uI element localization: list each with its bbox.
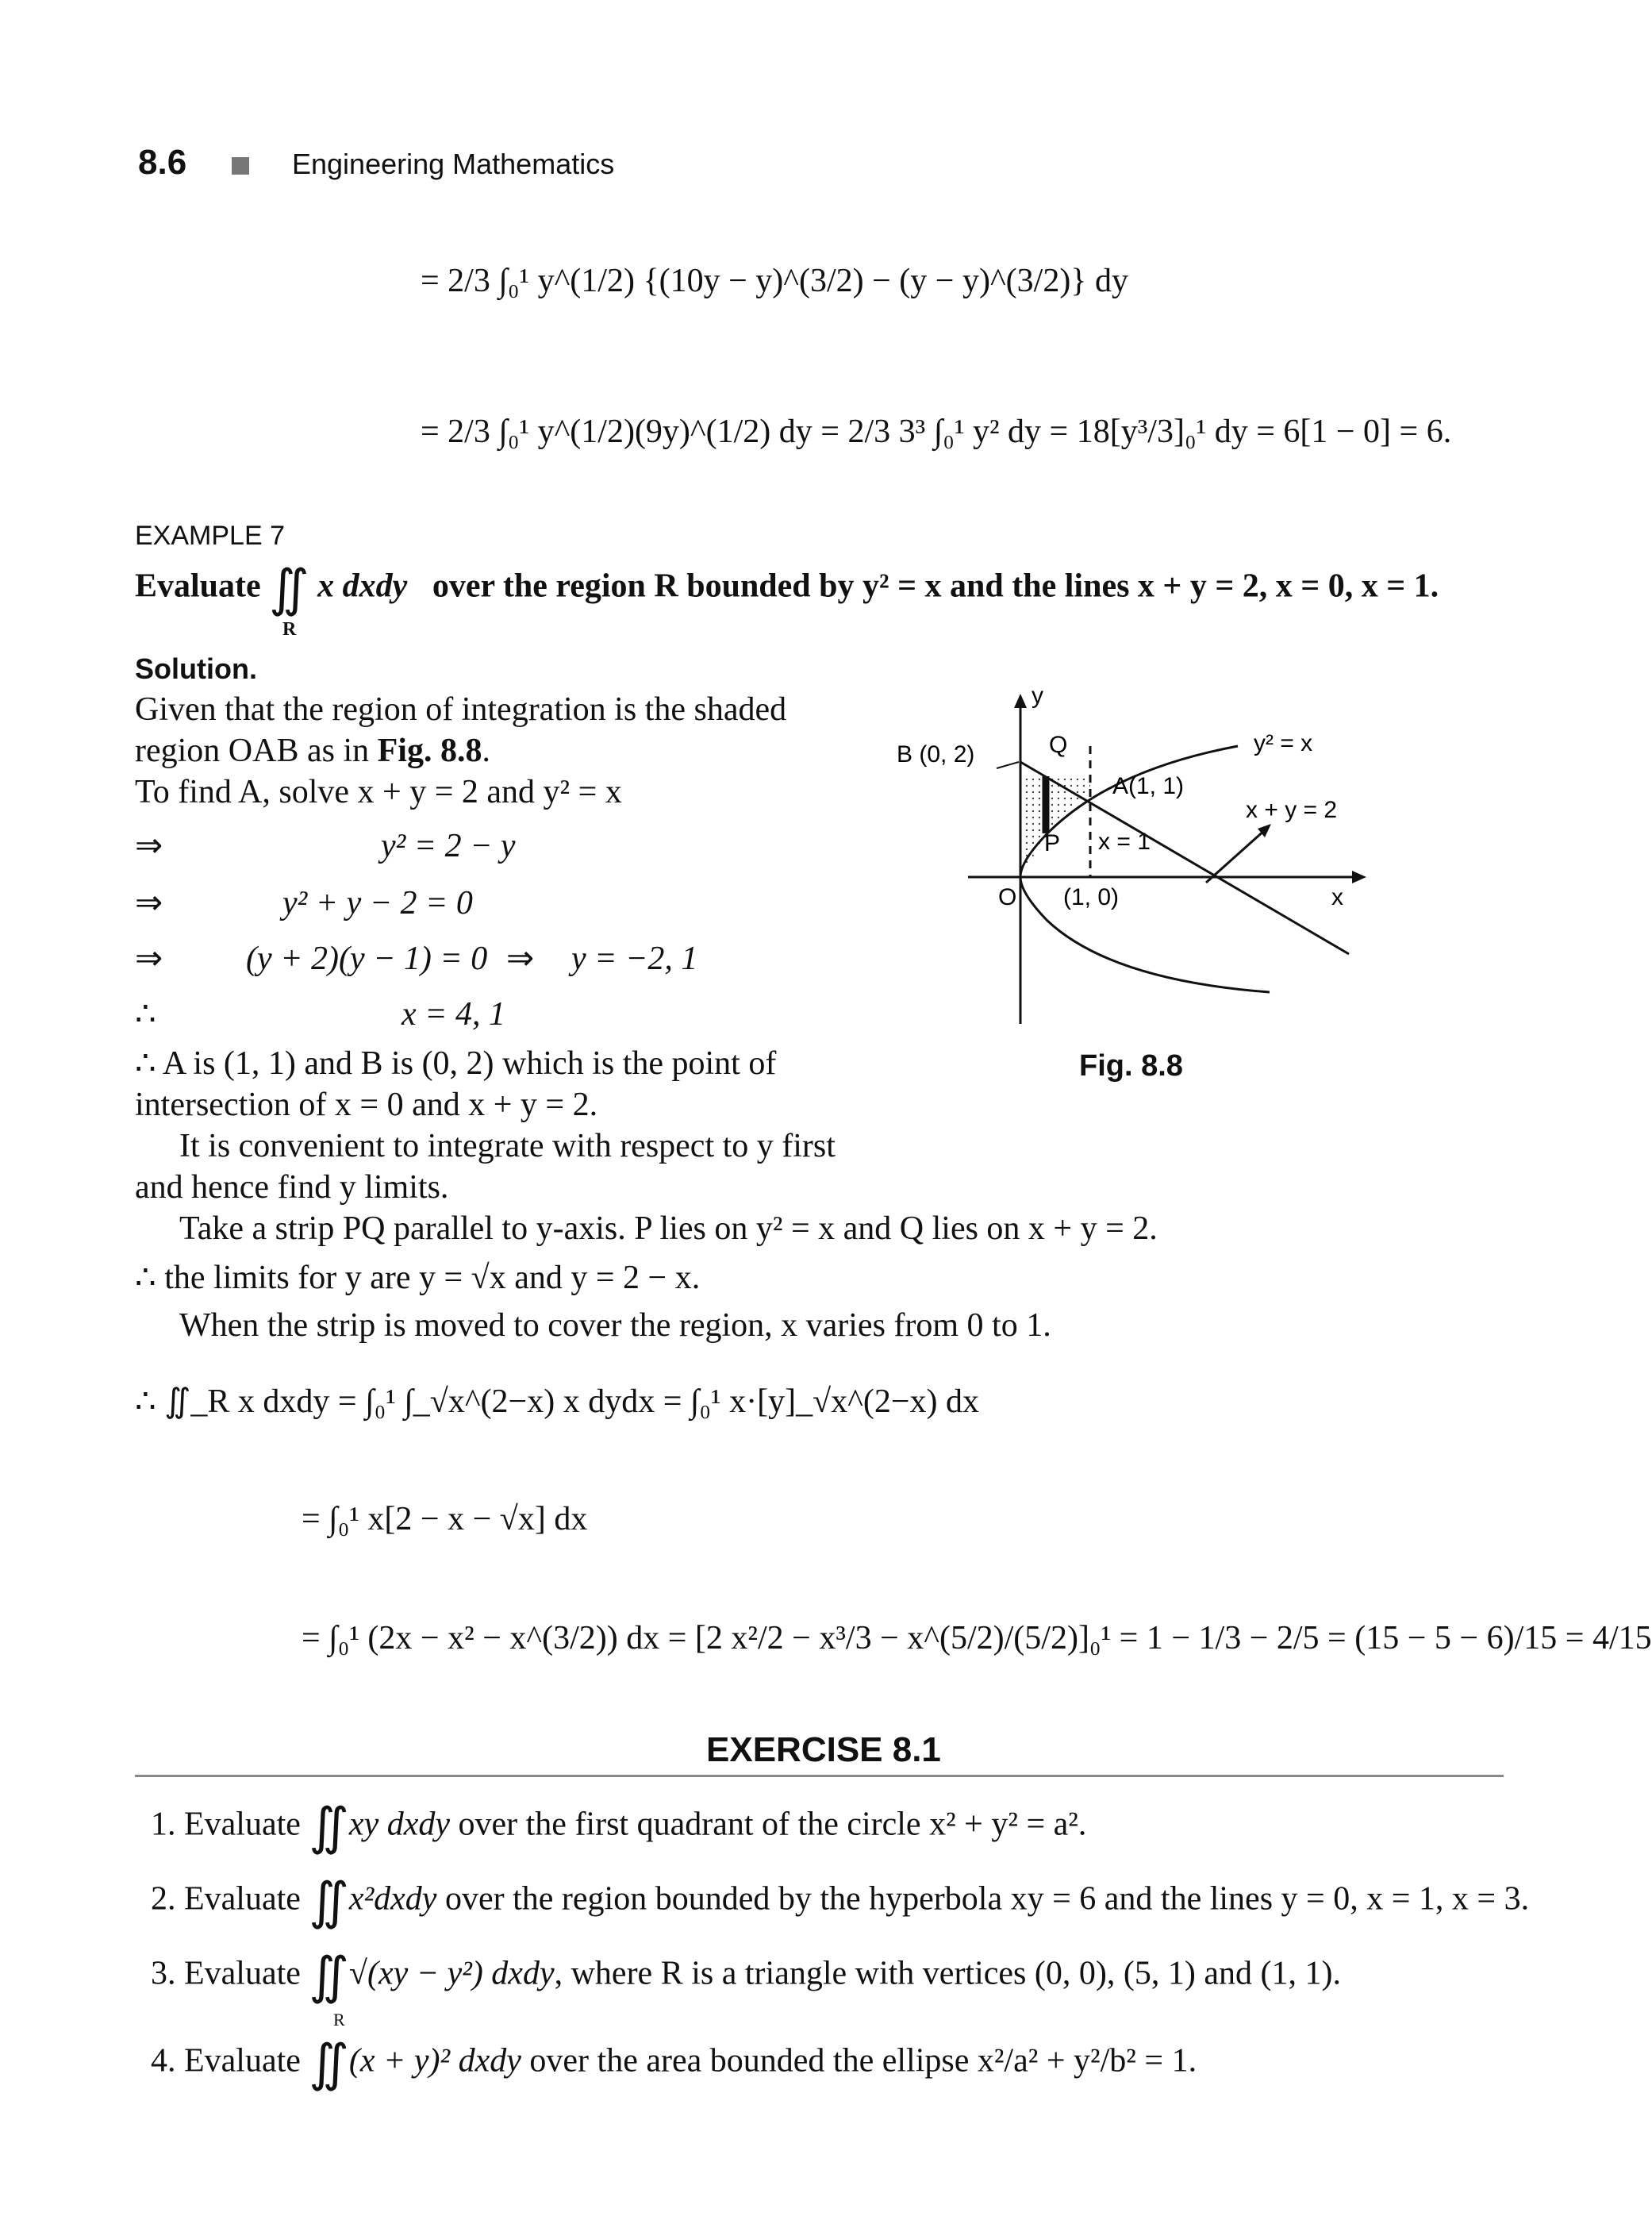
- page-number: 8.6: [138, 143, 187, 182]
- calc-line-3: = ∫₀¹ (2x − x² − x^(3/2)) dx = [2 x²/2 − x³/3 − x^(5/2)/(5/2)]₀¹ = 1 − 1/3 − 2/5 = (15 − 5 − 6)/15 = 4/15: [302, 1620, 1652, 1656]
- fig-label-origin: O: [998, 884, 1017, 910]
- exercise-item: [151, 1948, 1341, 2004]
- exercise-item-number: 4.: [151, 2042, 176, 2080]
- solution-p6: Take a strip PQ parallel to y-axis. P lies on y² = x and Q lies on x + y = 2.: [179, 1210, 1158, 1247]
- exercise-item-pre: Evaluate: [184, 1880, 301, 1918]
- x-axis-arrow-icon: [1352, 871, 1366, 883]
- fig-label-p: P: [1044, 830, 1061, 856]
- exercise-title: EXERCISE 8.1: [706, 1730, 941, 1769]
- exercise-item: [151, 1873, 1530, 1930]
- solution-p1: Given that the region of integration is the shaded: [135, 691, 787, 728]
- exercise-item: [151, 2035, 1197, 2091]
- solution-p4b: intersection of x = 0 and x + y = 2.: [135, 1087, 598, 1123]
- calc-line-1: ∴ ∬_R x dxdy = ∫₀¹ ∫_√x^(2−x) x dydx = ∫₀¹ x·[y]_√x^(2−x) dx: [135, 1383, 980, 1420]
- double-integral-icon: ∬: [309, 1948, 349, 2004]
- solution-p2: [135, 730, 490, 771]
- solution-eq3: (y + 2)(y − 1) = 0: [246, 941, 488, 977]
- double-integral-icon: ∬: [309, 2035, 349, 2091]
- top-equation-1: = 2/3 ∫₀¹ y^(1/2) {(10y − y)^(3/2) − (y − y)^(3/2)} dy: [421, 263, 1128, 299]
- example-statement-post: over the region R bounded by y² = x and the lines x + y = 2, x = 0, x = 1.: [432, 568, 1439, 605]
- exercise-item-integrand: x²dxdy: [348, 1880, 437, 1918]
- implies-arrow-3: ⇒: [135, 941, 163, 977]
- exercise-item-number: 1.: [151, 1806, 176, 1843]
- solution-p5a: It is convenient to integrate with respect to y first: [179, 1128, 836, 1164]
- fig-label-line: x + y = 2: [1246, 797, 1338, 823]
- double-integral-icon: ∬: [269, 560, 309, 617]
- example-region-label: R: [282, 619, 297, 640]
- exercise-region-label: R: [333, 2010, 345, 2030]
- exercise-divider: [135, 1775, 1504, 1777]
- solution-eq1: y² = 2 − y: [381, 828, 516, 864]
- figure-8-8: [897, 683, 1381, 1032]
- solution-p3: To find A, solve x + y = 2 and y² = x: [135, 774, 622, 810]
- fig-label-q: Q: [1049, 732, 1068, 758]
- example-integrand: x dxdy: [317, 568, 408, 605]
- solution-eq3b: y = −2, 1: [571, 941, 698, 977]
- exercise-item-post: over the first quadrant of the circle x² + y² = a².: [458, 1806, 1087, 1843]
- line-x-plus-y: [1020, 762, 1349, 954]
- solution-p8: When the strip is moved to cover the region, x varies from 0 to 1.: [179, 1307, 1051, 1344]
- exercise-item-integrand: (x + y)² dxdy: [348, 2042, 521, 2080]
- solution-p2-post: .: [482, 733, 490, 769]
- exercise-item-number: 3.: [151, 1955, 176, 1992]
- double-integral-icon: ∬: [309, 1873, 349, 1930]
- top-equation-2: = 2/3 ∫₀¹ y^(1/2)(9y)^(1/2) dy = 2/3 3³ ∫₀¹ y² dy = 18[y³/3]₀¹ dy = 6[1 − 0] = 6.: [421, 414, 1452, 450]
- solution-p2-fig-ref: Fig. 8.8: [377, 733, 482, 769]
- fig-label-b: B (0, 2): [897, 741, 975, 768]
- fig-label-x-eq-1: x = 1: [1098, 829, 1151, 855]
- book-title: Engineering Mathematics: [292, 148, 615, 180]
- header-square-icon: [232, 157, 249, 175]
- solution-p2-pre: region OAB as in: [135, 733, 378, 769]
- double-integral-icon: ∬: [309, 1799, 349, 1855]
- fig-label-one-zero: (1, 0): [1063, 884, 1120, 910]
- solution-p4a: ∴ A is (1, 1) and B is (0, 2) which is the point of: [135, 1045, 777, 1082]
- calc-line-2: = ∫₀¹ x[2 − x − √x] dx: [302, 1501, 588, 1537]
- implies-arrow-2: ⇒: [135, 885, 163, 921]
- example-label: EXAMPLE 7: [135, 521, 285, 551]
- implies-arrow-4: ⇒: [506, 941, 535, 977]
- exercise-item-pre: Evaluate: [184, 1955, 301, 1992]
- fig-label-y: y: [1032, 683, 1043, 709]
- exercise-item-number: 2.: [151, 1880, 176, 1918]
- therefore-symbol: ∴: [135, 996, 156, 1033]
- fig-label-parabola: y² = x: [1254, 730, 1313, 756]
- exercise-item-integrand: √(xy − y²) dxdy: [348, 1955, 555, 1992]
- solution-heading: Solution.: [135, 652, 257, 685]
- exercise-item-integrand: xy dxdy: [348, 1806, 450, 1843]
- example-statement-pre: Evaluate: [135, 568, 261, 605]
- fig-label-x: x: [1331, 884, 1343, 910]
- line-label-pointer: [1206, 829, 1266, 883]
- fig-label-a: A(1, 1): [1112, 773, 1185, 799]
- solution-eq2: y² + y − 2 = 0: [282, 885, 473, 921]
- exercise-item-pre: Evaluate: [184, 1806, 301, 1843]
- y-axis-arrow-icon: [1014, 694, 1027, 708]
- example-statement: [135, 560, 1439, 617]
- exercise-item-pre: Evaluate: [184, 2042, 301, 2080]
- solution-p7: ∴ the limits for y are y = √x and y = 2 − x.: [135, 1260, 701, 1296]
- solution-p5b: and hence find y limits.: [135, 1169, 449, 1206]
- exercise-item-post: over the region bounded by the hyperbola xy = 6 and the lines y = 0, x = 1, x = 3.: [444, 1880, 1530, 1918]
- b-pointer: [997, 762, 1019, 768]
- exercise-item: [151, 1799, 1087, 1855]
- figure-caption: Fig. 8.8: [1079, 1049, 1183, 1083]
- exercise-item-post: , where R is a triangle with vertices (0, 0), (5, 1) and (1, 1).: [554, 1955, 1341, 1992]
- solution-eq4: x = 4, 1: [401, 996, 505, 1033]
- exercise-item-post: over the area bounded the ellipse x²/a² + y²/b² = 1.: [529, 2042, 1197, 2080]
- implies-arrow-1: ⇒: [135, 828, 163, 864]
